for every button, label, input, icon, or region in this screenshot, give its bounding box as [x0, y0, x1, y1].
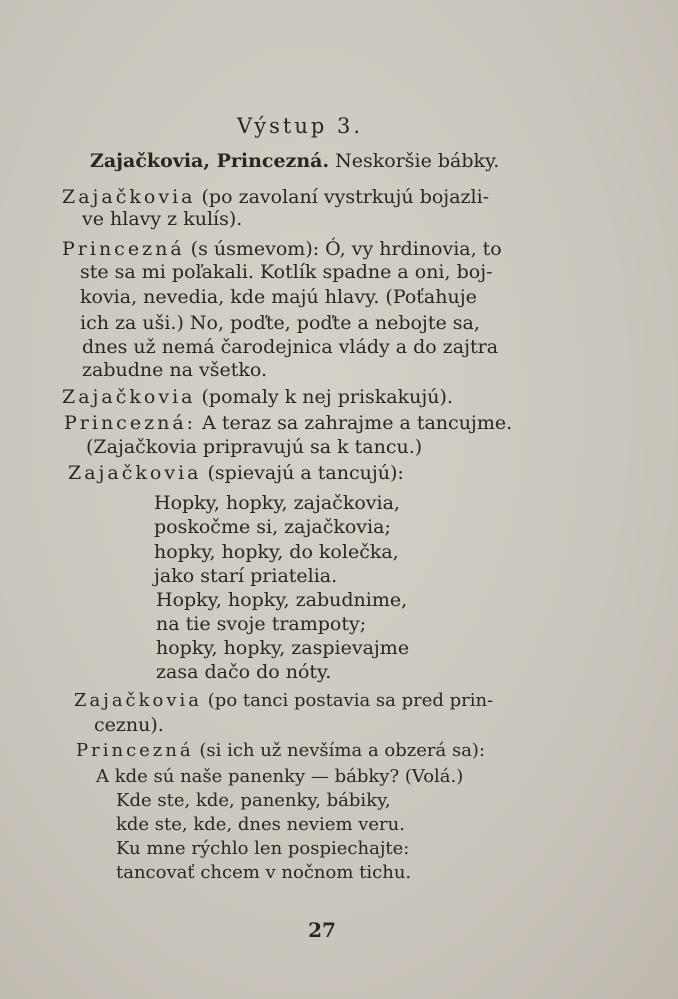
dialogue-line: [62, 388, 453, 407]
speaker-name: Zajačkovia: [62, 186, 196, 208]
dialogue-line: [94, 716, 164, 735]
dialogue-line: [82, 210, 242, 229]
dialogue-line: [80, 288, 477, 307]
closing-verse: kde ste, kde, dnes neviem veru.: [116, 814, 405, 835]
song-verse: na tie svoje trampoty;: [156, 613, 367, 635]
dialogue-text: (s úsmevom): Ó, vy hrdinovia, to: [184, 238, 502, 260]
speaker-name: Zajačkovia: [68, 462, 202, 484]
dialogue-text: zabudne na všetko.: [82, 359, 268, 381]
dialogue-text: ve hlavy z kulís).: [82, 208, 243, 230]
dialogue-text: dnes už nemá čarodejnica vlády a do zajtra: [82, 336, 499, 358]
speaker-name: Zajačkovia: [74, 690, 203, 711]
speaker-name: Princezná: [76, 740, 194, 761]
cast-rest: Neskoršie bábky.: [329, 150, 500, 172]
dialogue-line: [82, 361, 267, 380]
closing-verse: A kde sú naše panenky — bábky? (Volá.): [96, 766, 464, 787]
song-verse: Hopky, hopky, zabudnime,: [156, 589, 408, 611]
dialogue-line: [80, 314, 480, 333]
dialogue-line: [74, 692, 493, 710]
dialogue-line: [80, 263, 493, 282]
dialogue-line: [82, 338, 498, 357]
cast-names: Zajačkovia, Princezná.: [90, 150, 330, 172]
song-verse: zasa dačo do nóty.: [156, 661, 332, 683]
page-number: 27: [308, 918, 336, 942]
dialogue-text: kovia, nevedia, kde majú hlavy. (Poťahuje: [80, 286, 477, 308]
dialogue-text: A teraz sa zahrajme a tancujme.: [196, 412, 513, 434]
dialogue-text: (po zavolaní vystrkujú bojazli-: [195, 186, 490, 208]
cast-list: [90, 152, 499, 171]
dialogue-text: ste sa mi poľakali. Kotlík spadne a oni, boj-: [80, 261, 493, 283]
dialogue-text: ceznu).: [94, 714, 164, 736]
song-verse: Hopky, hopky, zajačkovia,: [154, 492, 400, 514]
closing-verse: tancovať chcem v nočnom tichu.: [116, 862, 412, 883]
dialogue-line: [62, 240, 502, 259]
song-verse: poskočme si, zajačkovia;: [154, 516, 391, 538]
song-verse: hopky, hopky, zaspievajme: [156, 637, 410, 659]
dialogue-line: [86, 438, 422, 457]
dialogue-line: [68, 464, 404, 483]
dialogue-line: [76, 742, 485, 760]
dialogue-text: (po tanci postavia sa pred prin-: [202, 690, 494, 711]
dialogue-text: (pomaly k nej priskakujú).: [195, 386, 453, 408]
speaker-name: Princezná: [62, 238, 185, 260]
speaker-name: Princezná:: [64, 412, 197, 434]
scene-heading: Výstup 3.: [236, 114, 364, 138]
closing-verse: Kde ste, kde, panenky, bábiky,: [116, 790, 391, 811]
dialogue-text: ich za uši.) No, poďte, poďte a nebojte sa,: [80, 312, 480, 334]
dialogue-line: [62, 188, 489, 207]
song-verse: hopky, hopky, do kolečka,: [154, 541, 399, 563]
dialogue-text: (spievajú a tancujú):: [201, 462, 404, 484]
dialogue-text: (si ich už nevšíma a obzerá sa):: [193, 740, 486, 761]
closing-verse: Ku mne rýchlo len pospiechajte:: [116, 838, 410, 859]
song-verse: jako starí priatelia.: [154, 565, 338, 587]
speaker-name: Zajačkovia: [62, 386, 196, 408]
dialogue-text: (Zajačkovia pripravujú sa k tancu.): [86, 436, 423, 458]
dialogue-line: [64, 414, 512, 433]
